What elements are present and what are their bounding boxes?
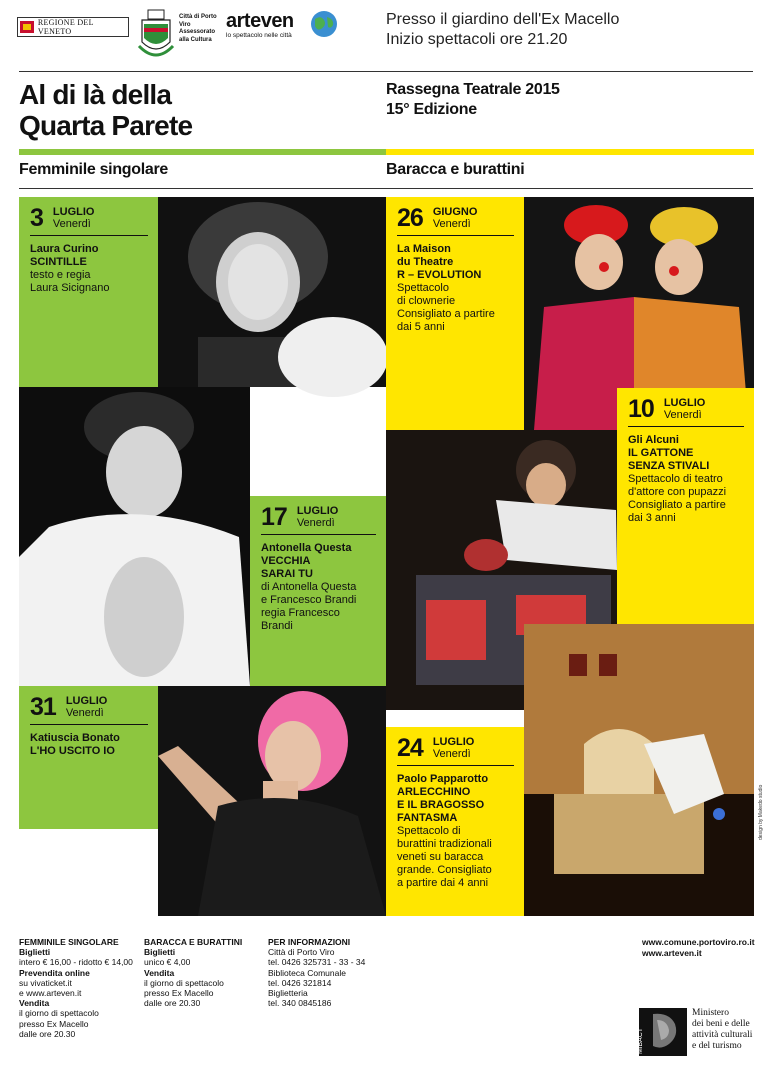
section-title-femminile: Femminile singolare (19, 161, 169, 178)
event-title: SARAI TU (261, 568, 313, 580)
event-weekday: Venerdì (663, 409, 702, 421)
event-date (30, 695, 148, 725)
venue-info (386, 10, 619, 50)
title-line: Al di là della (19, 79, 172, 110)
event-card-24-luglio (386, 727, 524, 916)
green-section-bar (19, 149, 386, 155)
event-desc-line: burattini tradizionali (397, 838, 492, 850)
event-desc-line: veneti su baracca (397, 851, 484, 863)
footer-line: il giorno di spettacolo (144, 977, 224, 988)
footer-line: unico € 4,00 (144, 957, 191, 968)
event-desc-line: di Antonella Questa (261, 581, 357, 593)
ministero-line: attività culturali (692, 1030, 753, 1040)
event-desc-line: e Francesco Brandi (261, 594, 357, 606)
venue-line: Presso il giardino dell'Ex Macello (386, 11, 620, 28)
rassegna-line: Rassegna Teatrale 2015 (386, 81, 560, 98)
header-divider (19, 71, 753, 72)
event-month: LUGLIO (663, 397, 706, 409)
event-performer: Paolo Papparotto (397, 773, 489, 785)
footer-line: tel. 0426 321814 (268, 977, 332, 988)
footer-femminile-info (19, 937, 139, 1039)
comune-website-link[interactable]: www.comune.portoviro.ro.it (642, 937, 755, 947)
rassegna-label (386, 80, 560, 120)
regione-label: REGIONE DEL VENETO (37, 18, 94, 36)
event-desc-line: testo e regia (30, 269, 91, 281)
event-desc-line: Laura Sicignano (30, 282, 110, 294)
event-weekday: Venerdì (65, 707, 104, 719)
event-card-3-luglio (19, 197, 158, 387)
section-title-baracca: Baracca e burattini (386, 161, 525, 178)
event-month: LUGLIO (52, 206, 95, 218)
ministero-line: e del turismo (692, 1041, 742, 1051)
footer-heading: FEMMINILE SINGOLARE (19, 937, 119, 947)
event-month: LUGLIO (65, 695, 108, 707)
event-weekday: Venerdì (52, 218, 91, 230)
footer-line: intero € 16,00 - ridotto € 14,00 (19, 957, 133, 968)
event-desc-line: Consigliato a partire (628, 499, 726, 511)
regione-veneto-logo (17, 17, 129, 37)
arteven-logo: arteven (226, 10, 294, 32)
footer-label: Vendita (19, 998, 50, 1009)
event-desc-line: dai 5 anni (397, 321, 445, 333)
footer-line: su vivaticket.it (19, 977, 72, 988)
event-weekday: Venerdì (432, 218, 471, 230)
event-performer: La Maison (397, 243, 451, 255)
event-date (628, 397, 744, 427)
event-day: 17 (261, 503, 287, 531)
footer-line: dalle ore 20.30 (144, 998, 201, 1009)
event-desc-line: Brandi (261, 620, 293, 632)
footer-contact-info (268, 937, 398, 1008)
event-card-17-luglio (250, 496, 386, 686)
mibact-logo (639, 1008, 687, 1056)
veneto-flag-icon (20, 21, 34, 33)
photo-katiuscia-bonato (158, 686, 386, 916)
event-day: 26 (397, 204, 423, 232)
footer-label: Vendita (144, 967, 175, 978)
poster-title (19, 79, 192, 141)
comune-label: Città di Porto Viro Assessorato alla Cultura (179, 14, 217, 43)
event-desc-line: d'attore con pupazzi (628, 486, 727, 498)
event-month: LUGLIO (296, 505, 339, 517)
event-desc-line: Spettacolo (397, 282, 449, 294)
event-title: E IL BRAGOSSO (397, 799, 485, 811)
design-credit: design by Makedo studio (758, 784, 764, 840)
event-day: 24 (397, 734, 423, 762)
footer-links (642, 937, 755, 958)
footer-line: tel. 340 0845186 (268, 998, 332, 1009)
event-title: R – EVOLUTION (397, 269, 482, 281)
arteven-website-link[interactable]: www.arteven.it (642, 947, 702, 958)
footer-line: e www.arteven.it (19, 988, 82, 999)
footer-label: Biglietti (144, 947, 176, 958)
ministero-line: dei beni e delle (692, 1019, 750, 1029)
footer-heading: PER INFORMAZIONI (268, 937, 351, 947)
footer-line: presso Ex Macello (144, 988, 214, 999)
event-performer: Katiuscia Bonato (30, 732, 120, 744)
event-month: LUGLIO (432, 736, 475, 748)
event-title: FANTASMA (397, 812, 458, 824)
event-desc-line: dai 3 anni (628, 512, 676, 524)
mibact-emblem-icon (639, 1008, 687, 1056)
event-date (397, 206, 514, 236)
event-weekday: Venerdì (296, 517, 335, 529)
event-desc-line: Spettacolo di (397, 825, 461, 837)
event-day: 31 (30, 693, 56, 721)
footer-line: il giorno di spettacolo (19, 1008, 99, 1019)
photo-antonella-questa (19, 387, 250, 686)
ministero-line: Ministero (692, 1008, 729, 1018)
yellow-section-bar (386, 149, 754, 155)
ministero-label (692, 1008, 752, 1052)
event-desc-line: grande. Consigliato (397, 864, 492, 876)
event-desc-line: Consigliato a partire (397, 308, 495, 320)
event-desc-line: Spettacolo di teatro (628, 473, 723, 485)
event-title: VECCHIA (261, 555, 311, 567)
event-performer: Laura Curino (30, 243, 99, 255)
event-date (30, 206, 148, 236)
mibact-logo-text: MiBACT (637, 1027, 644, 1054)
event-desc-line: a partire dai 4 anni (397, 877, 489, 889)
event-title: IL GATTONE (628, 447, 694, 459)
event-date (397, 736, 514, 766)
footer-baracca-info (144, 937, 259, 1008)
porto-viro-crest-icon (136, 6, 176, 64)
photo-laura-curino (158, 197, 386, 387)
event-title: SENZA STIVALI (628, 460, 710, 472)
event-day: 3 (30, 204, 43, 232)
event-performer: du Theatre (397, 256, 454, 268)
footer-line: Biblioteca Comunale (268, 967, 346, 978)
event-title: ARLECCHINO (397, 786, 471, 798)
footer-line: presso Ex Macello (19, 1018, 89, 1029)
start-time-line: Inizio spettacoli ore 21.20 (386, 31, 568, 48)
event-card-31-luglio (19, 686, 158, 829)
title-line: Quarta Parete (19, 110, 193, 141)
footer-label: Prevendita online (19, 967, 90, 978)
event-desc-line: di clownerie (397, 295, 456, 307)
event-date (261, 505, 376, 535)
footer-heading: BARACCA E BURATTINI (144, 937, 243, 947)
section-divider (19, 188, 753, 189)
footer-line: Città di Porto Viro (268, 947, 335, 958)
event-desc-line: regia Francesco (261, 607, 340, 619)
event-performer: Antonella Questa (261, 542, 352, 554)
globe-icon (309, 9, 339, 39)
event-card-10-luglio (617, 388, 754, 624)
photo-arlecchino (524, 624, 754, 916)
event-day: 10 (628, 395, 654, 423)
arteven-tagline: lo spettacolo nelle città (226, 32, 292, 39)
edition-line: 15° Edizione (386, 101, 477, 118)
footer-line: tel. 0426 325731 - 33 - 34 (268, 957, 366, 968)
event-weekday: Venerdì (432, 748, 471, 760)
event-month: GIUGNO (432, 206, 478, 218)
event-card-26-giugno (386, 197, 524, 430)
footer-line: dalle ore 20.30 (19, 1028, 76, 1039)
event-title: L'HO USCITO IO (30, 745, 115, 757)
footer-line: Biglietteria (268, 988, 308, 999)
event-performer: Gli Alcuni (628, 434, 679, 446)
event-title: SCINTILLE (30, 256, 87, 268)
footer-label: Biglietti (19, 947, 51, 958)
